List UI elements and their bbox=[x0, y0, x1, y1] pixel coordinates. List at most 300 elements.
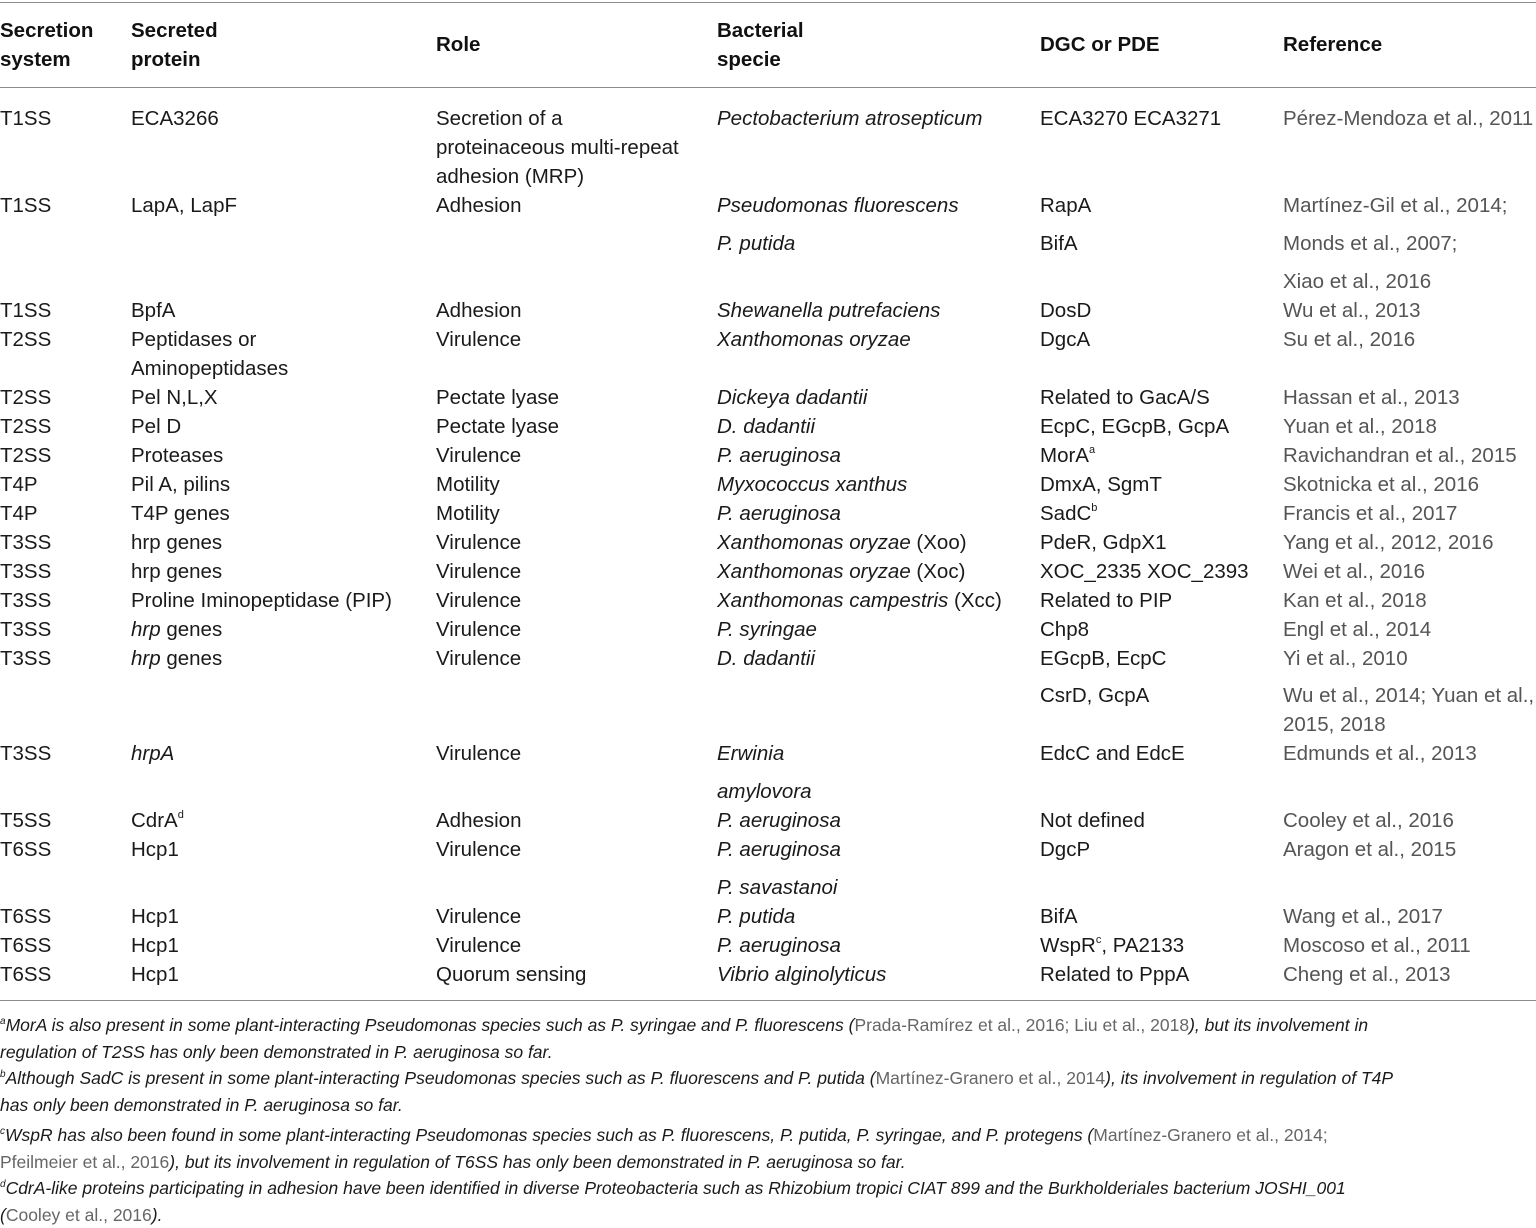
cell-dgc-pde bbox=[1040, 806, 1145, 835]
cell-reference bbox=[1283, 644, 1408, 673]
dgc-footnote-mark: b bbox=[1091, 502, 1098, 515]
reference-link[interactable]: Francis et al., 2017 bbox=[1283, 502, 1458, 525]
species-strain: (Xoc) bbox=[910, 560, 966, 583]
protein-text: Pel N,L,X bbox=[131, 386, 218, 409]
species-name: Xanthomonas oryzae bbox=[717, 531, 911, 554]
protein-line bbox=[131, 104, 219, 133]
role-line: Virulence bbox=[436, 328, 522, 351]
header-rule bbox=[0, 87, 1536, 88]
dgc-line bbox=[1040, 229, 1078, 258]
dgc-text: XOC_2335 XOC_2393 bbox=[1040, 560, 1249, 583]
role-line: Motility bbox=[436, 502, 500, 525]
reference-link[interactable]: Ravichandran et al., 2015 bbox=[1283, 444, 1517, 467]
species-name: Xanthomonas oryzae bbox=[717, 560, 911, 583]
reference-link[interactable]: Yuan et al., 2018 bbox=[1283, 415, 1437, 438]
role-line: Virulence bbox=[436, 934, 522, 957]
species-name: D. dadantii bbox=[717, 647, 816, 670]
protein-line bbox=[131, 470, 230, 499]
dgc-line bbox=[1040, 296, 1091, 325]
dgc-text: WspR bbox=[1040, 934, 1096, 957]
species-name: P. aeruginosa bbox=[717, 502, 841, 525]
species-line bbox=[717, 902, 795, 931]
cell-reference bbox=[1283, 441, 1517, 470]
cell-reference bbox=[1283, 104, 1533, 133]
cell-secreted-protein bbox=[131, 586, 392, 615]
cell-reference bbox=[1283, 296, 1421, 325]
cell-bacterial-specie bbox=[717, 383, 867, 412]
footnote-d: $^d$CdrA-like proteins participating in adhesion have been identified in diverse Proteobacteria such as Rhizobium tropici CIAT 899 and the Burkholderiales bacterium JOSHI_001 (Cooley et al., 2016). bbox=[0, 1178, 1346, 1225]
cell-secretion-system: T6SS bbox=[0, 905, 52, 928]
cell-bacterial-specie bbox=[717, 229, 795, 258]
role-line: Virulence bbox=[436, 838, 522, 861]
role-line: Virulence bbox=[436, 618, 522, 641]
cell-dgc-pde bbox=[1040, 470, 1162, 499]
cell-dgc-pde bbox=[1040, 383, 1210, 412]
cell-bacterial-specie bbox=[717, 644, 815, 673]
cell-bacterial-specie bbox=[717, 470, 907, 499]
reference-link[interactable]: Xiao et al., 2016 bbox=[1283, 270, 1432, 293]
cell-reference bbox=[1283, 229, 1457, 258]
dgc-line bbox=[1040, 104, 1221, 133]
protein-text: LapA, LapF bbox=[131, 194, 237, 217]
cell-dgc-pde bbox=[1040, 296, 1091, 325]
dgc-footnote-mark: a bbox=[1088, 444, 1096, 457]
cell-dgc-pde bbox=[1040, 615, 1089, 644]
dgc-text: DgcA bbox=[1040, 328, 1091, 351]
protein-text: ECA3266 bbox=[131, 107, 219, 130]
role-line: Virulence bbox=[436, 905, 522, 928]
protein-line bbox=[131, 383, 218, 412]
species-line bbox=[717, 806, 841, 835]
cell-bacterial-specie bbox=[717, 777, 812, 806]
cell-bacterial-specie bbox=[717, 931, 841, 960]
cell-bacterial-specie bbox=[717, 586, 1002, 615]
species-name: Pseudomonas fluorescens bbox=[717, 194, 959, 217]
cell-bacterial-specie bbox=[717, 499, 841, 528]
cell-secretion-system: T6SS bbox=[0, 934, 52, 957]
protein-line bbox=[131, 960, 179, 989]
dgc-line bbox=[1040, 528, 1167, 557]
species-line bbox=[717, 835, 841, 864]
reference-link[interactable]: Engl et al., 2014 bbox=[1283, 618, 1432, 641]
dgc-line bbox=[1040, 960, 1189, 989]
species-name: P. syringae bbox=[717, 618, 817, 641]
cell-role bbox=[436, 383, 559, 412]
species-line bbox=[717, 296, 940, 325]
cell-role bbox=[436, 441, 521, 470]
cell-dgc-pde bbox=[1040, 325, 1090, 354]
cell-secreted-protein bbox=[131, 470, 230, 499]
species-name: amylovora bbox=[717, 780, 812, 803]
top-rule bbox=[0, 2, 1536, 3]
dgc-footnote-mark: c bbox=[1095, 934, 1102, 947]
cell-reference bbox=[1283, 960, 1451, 989]
species-line bbox=[717, 557, 965, 586]
protein-text: Hcp1 bbox=[131, 934, 179, 957]
cell-role bbox=[436, 528, 521, 557]
cell-secretion-system: T5SS bbox=[0, 809, 52, 832]
dgc-line bbox=[1040, 615, 1089, 644]
species-name: P. aeruginosa bbox=[717, 444, 841, 467]
reference-link[interactable]: Cooley et al., 2016 bbox=[1283, 809, 1454, 832]
protein-text: genes bbox=[160, 647, 223, 670]
role-line: Virulence bbox=[436, 647, 522, 670]
cell-role bbox=[436, 586, 521, 615]
footnote-c: $^c$WspR has also been found in some plant-interacting Pseudomonas species such as P. fluorescens, P. putida, P. syringae, and P. protegens (Martínez-Granero et al., 2014; Pfeilmeier et al., 2016), but its involvement in regulation of T6SS has only been demonstrated in P. aeruginosa so far. bbox=[0, 1125, 1328, 1172]
protein-line bbox=[131, 441, 223, 470]
protein-footnote-mark: d bbox=[177, 809, 184, 822]
protein-text: CdrA bbox=[131, 809, 178, 832]
protein-text: genes bbox=[160, 618, 223, 641]
species-name: Vibrio alginolyticus bbox=[717, 963, 887, 986]
species-line bbox=[717, 873, 837, 902]
species-strain: (Xoo) bbox=[910, 531, 967, 554]
cell-bacterial-specie bbox=[717, 528, 967, 557]
species-name: Myxococcus xanthus bbox=[717, 473, 908, 496]
species-name: Shewanella putrefaciens bbox=[717, 299, 941, 322]
dgc-text: CsrD, GcpA bbox=[1040, 684, 1150, 707]
protein-text: hrp genes bbox=[131, 560, 223, 583]
cell-bacterial-specie bbox=[717, 960, 886, 989]
reference-link[interactable]: Yi et al., 2010 bbox=[1283, 647, 1408, 670]
dgc-text: BifA bbox=[1040, 232, 1078, 255]
cell-bacterial-specie bbox=[717, 412, 815, 441]
role-line: Pectate lyase bbox=[436, 386, 560, 409]
cell-dgc-pde bbox=[1040, 644, 1166, 673]
cell-bacterial-specie bbox=[717, 806, 841, 835]
header-role: Role bbox=[436, 33, 481, 56]
header-secretion-system: Secretion system bbox=[0, 19, 94, 71]
cell-secreted-protein bbox=[131, 383, 218, 412]
cell-dgc-pde bbox=[1040, 681, 1149, 710]
dgc-text: MorA bbox=[1040, 444, 1089, 467]
dgc-line bbox=[1040, 441, 1095, 470]
role-line: Adhesion bbox=[436, 809, 522, 832]
cell-role bbox=[436, 104, 679, 191]
dgc-text: DmxA, SgmT bbox=[1040, 473, 1162, 496]
role-line: Motility bbox=[436, 473, 500, 496]
cell-secreted-protein bbox=[131, 412, 181, 441]
cell-reference bbox=[1283, 739, 1477, 768]
protein-text: Aminopeptidases bbox=[131, 357, 289, 380]
cell-bacterial-specie bbox=[717, 902, 795, 931]
cell-secreted-protein bbox=[131, 931, 179, 960]
species-line bbox=[717, 739, 784, 768]
dgc-line bbox=[1040, 383, 1210, 412]
bottom-rule bbox=[0, 1000, 1536, 1001]
protein-line bbox=[131, 586, 392, 615]
protein-text: Hcp1 bbox=[131, 838, 179, 861]
cell-dgc-pde bbox=[1040, 528, 1167, 557]
cell-secretion-system: T2SS bbox=[0, 444, 52, 467]
role-line: Virulence bbox=[436, 560, 522, 583]
cell-dgc-pde bbox=[1040, 931, 1184, 960]
reference-link[interactable]: Edmunds et al., 2013 bbox=[1283, 742, 1477, 765]
protein-line bbox=[131, 931, 179, 960]
cell-secreted-protein bbox=[131, 104, 219, 133]
cell-reference bbox=[1283, 383, 1460, 412]
cell-reference bbox=[1283, 191, 1507, 220]
dgc-text: Related to GacA/S bbox=[1040, 386, 1210, 409]
cell-secretion-system: T1SS bbox=[0, 299, 52, 322]
reference-link[interactable]: Pérez-Mendoza et al., 2011 bbox=[1283, 107, 1534, 130]
cell-role bbox=[436, 325, 521, 354]
dgc-text: EdcC and EdcE bbox=[1040, 742, 1185, 765]
reference-link[interactable]: Wei et al., 2016 bbox=[1283, 560, 1426, 583]
dgc-line bbox=[1040, 739, 1185, 768]
cell-dgc-pde bbox=[1040, 739, 1185, 768]
reference-link[interactable]: Hassan et al., 2013 bbox=[1283, 386, 1460, 409]
cell-bacterial-specie bbox=[717, 191, 959, 220]
dgc-line bbox=[1040, 499, 1097, 528]
header-reference: Reference bbox=[1283, 33, 1383, 56]
cell-role bbox=[436, 412, 559, 441]
cell-dgc-pde bbox=[1040, 835, 1090, 864]
species-name: D. dadantii bbox=[717, 415, 816, 438]
species-strain: (Xcc) bbox=[948, 589, 1002, 612]
dgc-text: Related to PIP bbox=[1040, 589, 1173, 612]
protein-line bbox=[131, 296, 175, 325]
cell-reference bbox=[1283, 557, 1425, 586]
cell-secretion-system: T3SS bbox=[0, 531, 52, 554]
dgc-line bbox=[1040, 191, 1091, 220]
cell-secretion-system: T4P bbox=[0, 502, 38, 525]
dgc-line bbox=[1040, 470, 1162, 499]
protein-line bbox=[131, 499, 230, 528]
protein-text: BpfA bbox=[131, 299, 176, 322]
dgc-line bbox=[1040, 557, 1249, 586]
species-name: P. aeruginosa bbox=[717, 934, 841, 957]
species-line bbox=[717, 777, 812, 806]
footnote-b-citation[interactable]: Martínez-Granero et al., 2014 bbox=[875, 1068, 1106, 1088]
cell-role bbox=[436, 644, 521, 673]
species-name: Pectobacterium atrosepticum bbox=[717, 107, 983, 130]
cell-dgc-pde bbox=[1040, 229, 1078, 258]
role-line: Adhesion bbox=[436, 299, 522, 322]
cell-role bbox=[436, 806, 521, 835]
cell-secretion-system: T2SS bbox=[0, 386, 52, 409]
cell-secretion-system: T3SS bbox=[0, 647, 52, 670]
cell-role bbox=[436, 960, 586, 989]
cell-role bbox=[436, 835, 521, 864]
species-name: P. savastanoi bbox=[717, 876, 838, 899]
dgc-tail: , PA2133 bbox=[1101, 934, 1185, 957]
cell-secreted-protein bbox=[131, 615, 222, 644]
reference-link[interactable]: Su et al., 2016 bbox=[1283, 328, 1416, 351]
dgc-line bbox=[1040, 681, 1149, 710]
cell-secreted-protein bbox=[131, 191, 237, 220]
dgc-line bbox=[1040, 325, 1090, 354]
protein-italic: hrp bbox=[131, 618, 161, 641]
footnote-d-citation[interactable]: Cooley et al., 2016 bbox=[5, 1204, 152, 1225]
cell-secreted-protein bbox=[131, 325, 288, 383]
cell-bacterial-specie bbox=[717, 615, 817, 644]
dgc-text: PdeR, GdpX1 bbox=[1040, 531, 1167, 554]
role-line: Adhesion bbox=[436, 194, 522, 217]
cell-reference bbox=[1283, 586, 1427, 615]
cell-reference bbox=[1283, 412, 1437, 441]
cell-secreted-protein bbox=[131, 806, 184, 835]
dgc-text: ECA3270 ECA3271 bbox=[1040, 107, 1222, 130]
cell-bacterial-specie bbox=[717, 296, 940, 325]
reference-link[interactable]: Aragon et al., 2015 bbox=[1283, 838, 1457, 861]
protein-text: Proline Iminopeptidase (PIP) bbox=[131, 589, 392, 612]
species-line bbox=[717, 931, 841, 960]
protein-text: T4P genes bbox=[131, 502, 230, 525]
cell-reference bbox=[1283, 528, 1494, 557]
reference-link[interactable]: Cheng et al., 2013 bbox=[1283, 963, 1451, 986]
cell-secreted-protein bbox=[131, 960, 179, 989]
cell-dgc-pde bbox=[1040, 104, 1221, 133]
protein-text: Hcp1 bbox=[131, 963, 179, 986]
reference-link[interactable]: Skotnicka et al., 2016 bbox=[1283, 473, 1480, 496]
species-line bbox=[717, 104, 982, 133]
reference-link[interactable]: Martínez-Gil et al., 2014; bbox=[1283, 194, 1508, 217]
cell-secretion-system: T3SS bbox=[0, 742, 52, 765]
protein-line bbox=[131, 615, 222, 644]
species-name: Xanthomonas campestris bbox=[717, 589, 949, 612]
cell-secreted-protein bbox=[131, 644, 222, 673]
protein-line bbox=[131, 739, 174, 768]
cell-secreted-protein bbox=[131, 557, 222, 586]
reference-link[interactable]: Yang et al., 2012, 2016 bbox=[1283, 531, 1494, 554]
protein-text: hrp genes bbox=[131, 531, 223, 554]
footnote-a-citation[interactable]: Prada-Ramírez et al., 2016; Liu et al., 2018 bbox=[854, 1015, 1190, 1035]
cell-secretion-system: T3SS bbox=[0, 560, 52, 583]
cell-role bbox=[436, 191, 521, 220]
footnote-b: $^b$Although SadC is present in some plant-interacting Pseudomonas species such as P. fluorescens and P. putida (Martínez-Granero et al., 2014), its involvement in regulation of T4P has only been demonstrated in P. aeruginosa so far. bbox=[0, 1068, 1394, 1115]
dgc-text: DgcP bbox=[1040, 838, 1091, 861]
species-line bbox=[717, 191, 959, 220]
cell-role bbox=[436, 499, 500, 528]
dgc-text: Not defined bbox=[1040, 809, 1145, 832]
species-name: P. putida bbox=[717, 232, 796, 255]
dgc-line bbox=[1040, 835, 1090, 864]
protein-line bbox=[131, 806, 184, 835]
dgc-line bbox=[1040, 931, 1184, 960]
dgc-text: EcpC, EGcpB, GcpA bbox=[1040, 415, 1230, 438]
protein-line bbox=[131, 412, 181, 441]
cell-dgc-pde bbox=[1040, 441, 1095, 470]
species-line bbox=[717, 470, 907, 499]
cell-role bbox=[436, 557, 521, 586]
role-line: Virulence bbox=[436, 589, 522, 612]
cell-bacterial-specie bbox=[717, 104, 982, 133]
cell-bacterial-specie bbox=[717, 873, 837, 902]
protein-line bbox=[131, 325, 288, 354]
cell-bacterial-specie bbox=[717, 835, 841, 864]
cell-reference bbox=[1283, 325, 1415, 354]
role-line: Virulence bbox=[436, 444, 522, 467]
species-line bbox=[717, 229, 795, 258]
footnote-c-citation-2[interactable]: Pfeilmeier et al., 2016 bbox=[0, 1151, 170, 1172]
cell-secreted-protein bbox=[131, 499, 230, 528]
species-line bbox=[717, 325, 911, 354]
dgc-line bbox=[1040, 902, 1078, 931]
species-name: P. aeruginosa bbox=[717, 809, 841, 832]
protein-line bbox=[131, 191, 237, 220]
reference-link[interactable]: Moscoso et al., 2011 bbox=[1283, 934, 1471, 957]
reference-link[interactable]: Monds et al., 2007; bbox=[1283, 232, 1458, 255]
protein-text: Hcp1 bbox=[131, 905, 179, 928]
cell-secreted-protein bbox=[131, 528, 222, 557]
species-line bbox=[717, 383, 867, 412]
reference-link[interactable]: 2015, 2018 bbox=[1283, 713, 1386, 736]
species-line bbox=[717, 499, 841, 528]
cell-bacterial-specie bbox=[717, 557, 965, 586]
cell-reference bbox=[1283, 806, 1454, 835]
dgc-text: SadC bbox=[1040, 502, 1092, 525]
cell-bacterial-specie bbox=[717, 441, 841, 470]
species-line bbox=[717, 644, 815, 673]
cell-reference bbox=[1283, 681, 1534, 739]
footnote-a: $^a$MorA is also present in some plant-interacting Pseudomonas species such as P. syringae and P. fluorescens (Prada-Ramírez et al., 2016; Liu et al., 2018), but its involvement in regulation of T2SS has only been demonstrated in P. aeruginosa so far. bbox=[0, 1015, 1369, 1062]
dgc-line bbox=[1040, 412, 1229, 441]
species-line bbox=[717, 412, 815, 441]
reference-link[interactable]: Kan et al., 2018 bbox=[1283, 589, 1427, 612]
dgc-line bbox=[1040, 644, 1166, 673]
cell-role bbox=[436, 470, 500, 499]
cell-secretion-system: T3SS bbox=[0, 589, 52, 612]
protein-italic: hrp bbox=[131, 647, 161, 670]
cell-dgc-pde bbox=[1040, 960, 1189, 989]
role-line: adhesion (MRP) bbox=[436, 165, 585, 188]
dgc-text: RapA bbox=[1040, 194, 1092, 217]
reference-link[interactable]: Wu et al., 2013 bbox=[1283, 299, 1421, 322]
cell-dgc-pde bbox=[1040, 902, 1078, 931]
species-name: P. aeruginosa bbox=[717, 838, 841, 861]
cell-dgc-pde bbox=[1040, 557, 1249, 586]
species-name: Dickeya dadantii bbox=[717, 386, 868, 409]
cell-secretion-system: T3SS bbox=[0, 618, 52, 641]
dgc-text: Related to PppA bbox=[1040, 963, 1190, 986]
role-line: Secretion of a bbox=[436, 107, 563, 130]
cell-secretion-system: T1SS bbox=[0, 194, 52, 217]
dgc-text: BifA bbox=[1040, 905, 1078, 928]
protein-italic: hrpA bbox=[131, 742, 175, 765]
species-line bbox=[717, 586, 1002, 615]
species-name: Xanthomonas oryzae bbox=[717, 328, 911, 351]
header-dgc-pde: DGC or PDE bbox=[1040, 33, 1160, 56]
reference-link[interactable]: Wang et al., 2017 bbox=[1283, 905, 1443, 928]
cell-reference bbox=[1283, 902, 1443, 931]
footnote-c-citation-1[interactable]: Martínez-Granero et al., 2014; bbox=[1093, 1125, 1328, 1145]
cell-secreted-protein bbox=[131, 902, 179, 931]
cell-secreted-protein bbox=[131, 296, 175, 325]
species-line bbox=[717, 441, 841, 470]
header-secreted-protein: Secreted protein bbox=[131, 19, 218, 71]
protein-line bbox=[131, 557, 222, 586]
cell-secretion-system: T1SS bbox=[0, 107, 52, 130]
role-line: Quorum sensing bbox=[436, 963, 587, 986]
cell-secreted-protein bbox=[131, 739, 174, 768]
dgc-text: EGcpB, EcpC bbox=[1040, 647, 1167, 670]
dgc-line bbox=[1040, 586, 1172, 615]
dgc-text: Chp8 bbox=[1040, 618, 1090, 641]
role-line: Virulence bbox=[436, 742, 522, 765]
cell-secreted-protein bbox=[131, 441, 223, 470]
cell-reference bbox=[1283, 499, 1457, 528]
cell-secreted-protein bbox=[131, 835, 179, 864]
cell-dgc-pde bbox=[1040, 191, 1091, 220]
cell-reference bbox=[1283, 470, 1479, 499]
cell-role bbox=[436, 902, 521, 931]
reference-link[interactable]: Wu et al., 2014; Yuan et al., bbox=[1283, 684, 1535, 707]
cell-role bbox=[436, 739, 521, 768]
dgc-line bbox=[1040, 806, 1145, 835]
species-name: Erwinia bbox=[717, 742, 785, 765]
cell-secretion-system: T6SS bbox=[0, 838, 52, 861]
